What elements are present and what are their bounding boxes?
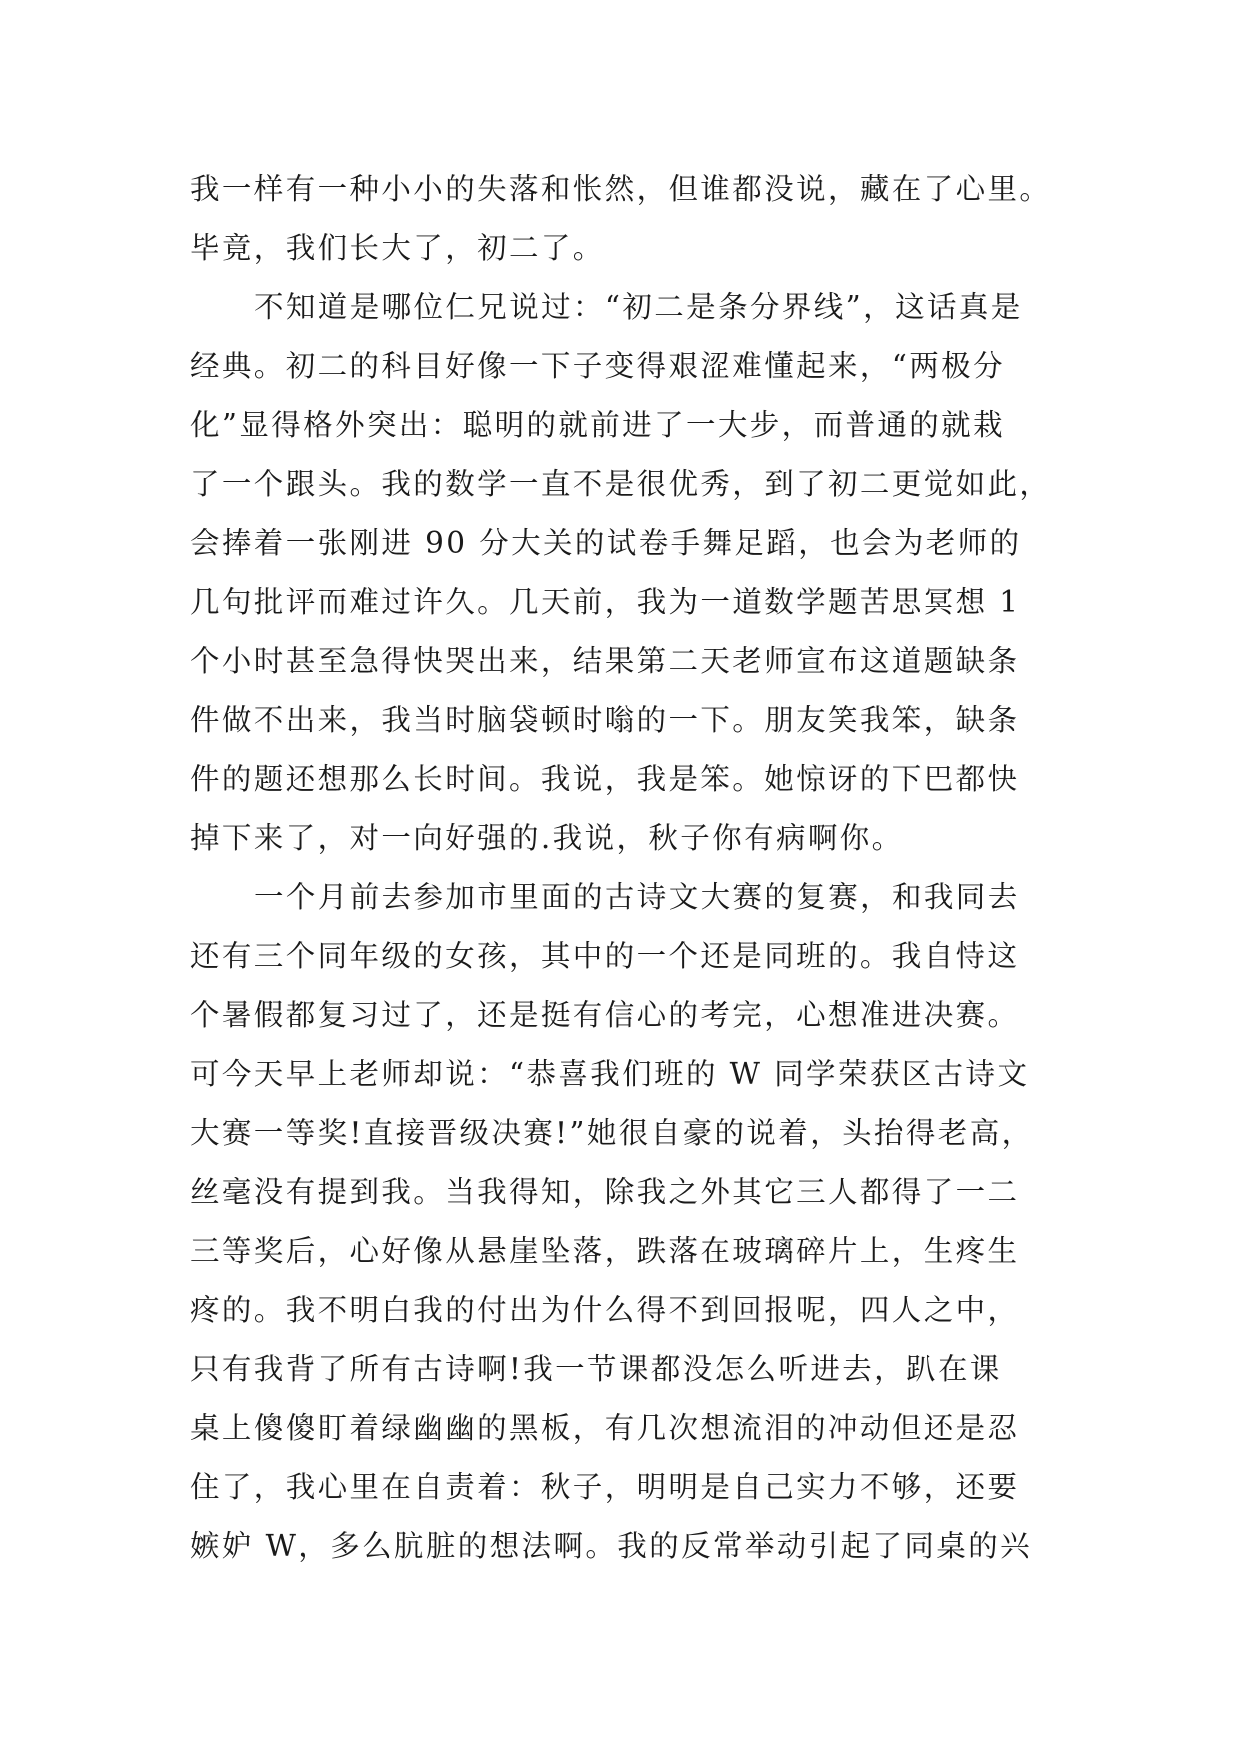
text-line: 会捧着一张刚进 90 分大关的试卷手舞足蹈，也会为老师的 bbox=[190, 526, 1022, 560]
text-line: 三等奖后，心好像从悬崖坠落，跌落在玻璃碎片上，生疼生 bbox=[190, 1234, 1020, 1268]
paragraph-1 bbox=[190, 160, 1070, 278]
text-line: 可今天早上老师却说：“恭喜我们班的 W 同学荣获区古诗文 bbox=[190, 1057, 1030, 1091]
text-line: 大赛一等奖!直接晋级决赛!”她很自豪的说着，头抬得老高， bbox=[190, 1116, 1034, 1150]
text-line: 不知道是哪位仁兄说过：“初二是条分界线”，这话真是 bbox=[254, 290, 1023, 324]
text-line: 还有三个同年级的女孩，其中的一个还是同班的。我自恃这 bbox=[190, 939, 1020, 973]
text-line: 化”显得格外突出：聪明的就前进了一大步，而普通的就栽 bbox=[190, 408, 1005, 442]
text-line: 一个月前去参加市里面的古诗文大赛的复赛，和我同去 bbox=[254, 880, 1020, 914]
text-line: 几句批评而难过许久。几天前，我为一道数学题苦思冥想 1 bbox=[190, 585, 1021, 619]
text-line: 个暑假都复习过了，还是挺有信心的考完，心想准进决赛。 bbox=[190, 998, 1020, 1032]
text-line: 个小时甚至急得快哭出来，结果第二天老师宣布这道题缺条 bbox=[190, 644, 1020, 678]
text-line: 毕竟，我们长大了，初二了。 bbox=[190, 231, 605, 265]
text-line: 住了，我心里在自责着：秋子，明明是自己实力不够，还要 bbox=[190, 1470, 1020, 1504]
text-line: 只有我背了所有古诗啊!我一节课都没怎么听进去，趴在课 bbox=[190, 1352, 1002, 1386]
paragraph-2 bbox=[190, 278, 1070, 868]
text-line: 丝毫没有提到我。当我得知，除我之外其它三人都得了一二 bbox=[190, 1175, 1020, 1209]
text-line: 掉下来了，对一向好强的.我说，秋子你有病啊你。 bbox=[190, 821, 904, 855]
text-line: 疼的。我不明白我的付出为什么得不到回报呢，四人之中， bbox=[190, 1293, 1020, 1327]
text-line: 了一个跟头。我的数学一直不是很优秀，到了初二更觉如此， bbox=[190, 467, 1052, 501]
text-line: 件做不出来，我当时脑袋顿时嗡的一下。朋友笑我笨，缺条 bbox=[190, 703, 1020, 737]
text-line: 桌上傻傻盯着绿幽幽的黑板，有几次想流泪的冲动但还是忍 bbox=[190, 1411, 1020, 1445]
text-line: 件的题还想那么长时间。我说，我是笨。她惊讶的下巴都快 bbox=[190, 762, 1020, 796]
paragraph-3 bbox=[190, 868, 1070, 1576]
text-line: 嫉妒 W，多么肮脏的想法啊。我的反常举动引起了同桌的兴 bbox=[190, 1529, 1032, 1563]
body-text bbox=[190, 160, 1070, 1576]
text-line: 经典。初二的科目好像一下子变得艰涩难懂起来，“两极分 bbox=[190, 349, 1005, 383]
text-line: 我一样有一种小小的失落和怅然，但谁都没说，藏在了心里。 bbox=[190, 172, 1052, 206]
